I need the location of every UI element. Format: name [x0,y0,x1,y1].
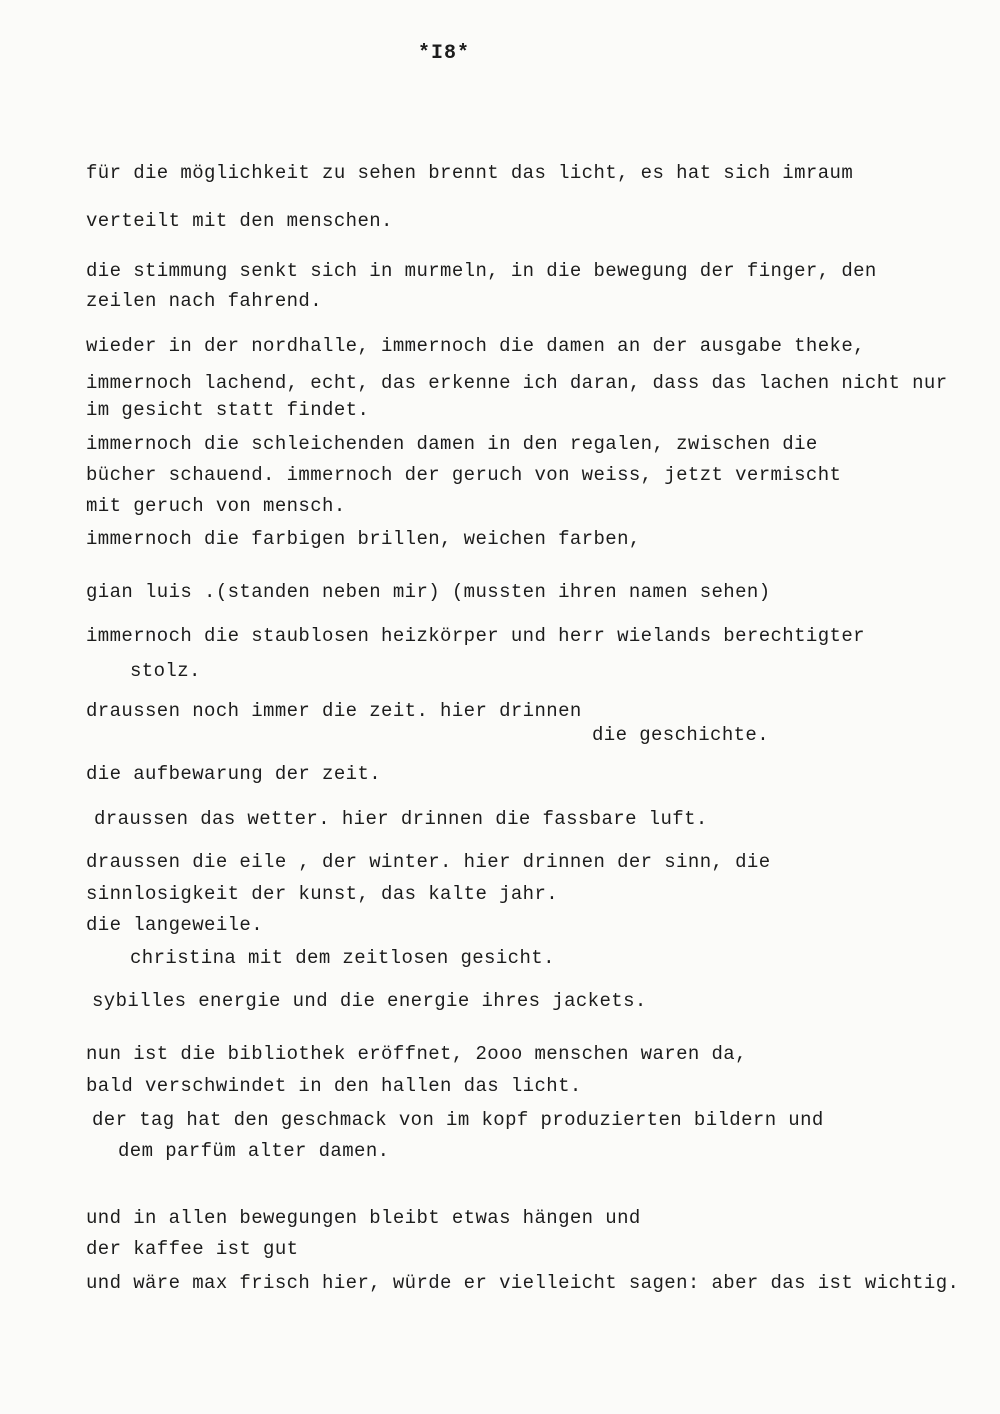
text-line: sybilles energie und die energie ihres jackets. [92,990,647,1012]
text-line: gian luis .(standen neben mir) (mussten ihren namen sehen) [86,581,771,603]
text-line: im gesicht statt findet. [86,399,370,421]
text-line: bald verschwindet in den hallen das licht. [86,1075,582,1097]
text-line: der kaffee ist gut [86,1238,299,1260]
text-line: und in allen bewegungen bleibt etwas hängen und [86,1207,641,1229]
text-line: der tag hat den geschmack von im kopf produzierten bildern und [92,1109,824,1131]
text-line: sinnlosigkeit der kunst, das kalte jahr. [86,883,559,905]
text-line: immernoch die farbigen brillen, weichen farben, [86,528,641,550]
text-line: nun ist die bibliothek eröffnet, 2ooo menschen waren da, [86,1043,747,1065]
text-line: und wäre max frisch hier, würde er vielleicht sagen: aber das ist wichtig. [86,1272,960,1294]
text-line: zeilen nach fahrend. [86,290,323,312]
text-line: verteilt mit den menschen. [86,210,393,232]
text-line: christina mit dem zeitlosen gesicht. [130,947,555,969]
text-line: bücher schauend. immernoch der geruch von weiss, jetzt vermischt [86,464,842,486]
text-line: draussen noch immer die zeit. hier drinnen [86,700,582,722]
text-line: stolz. [130,660,201,682]
text-line: draussen das wetter. hier drinnen die fassbare luft. [94,808,708,830]
text-line: wieder in der nordhalle, immernoch die damen an der ausgabe theke, [86,335,865,357]
text-line: immernoch lachend, echt, das erkenne ich daran, dass das lachen nicht nur [86,372,948,394]
page-number: *I8* [418,42,471,65]
text-line: immernoch die schleichenden damen in den regalen, zwischen die [86,433,818,455]
text-line: draussen die eile , der winter. hier drinnen der sinn, die [86,851,771,873]
text-line: die aufbewarung der zeit. [86,763,382,785]
text-line: die geschichte. [592,724,770,746]
text-line: die stimmung senkt sich in murmeln, in die bewegung der finger, den [86,260,877,282]
text-line: die langeweile. [86,914,264,936]
bleed-through-texture [120,8,880,22]
text-line: immernoch die staublosen heizkörper und herr wielands berechtigter [86,625,865,647]
text-line: dem parfüm alter damen. [118,1140,390,1162]
text-line: mit geruch von mensch. [86,495,346,517]
text-line: für die möglichkeit zu sehen brennt das licht, es hat sich imraum [86,162,854,184]
